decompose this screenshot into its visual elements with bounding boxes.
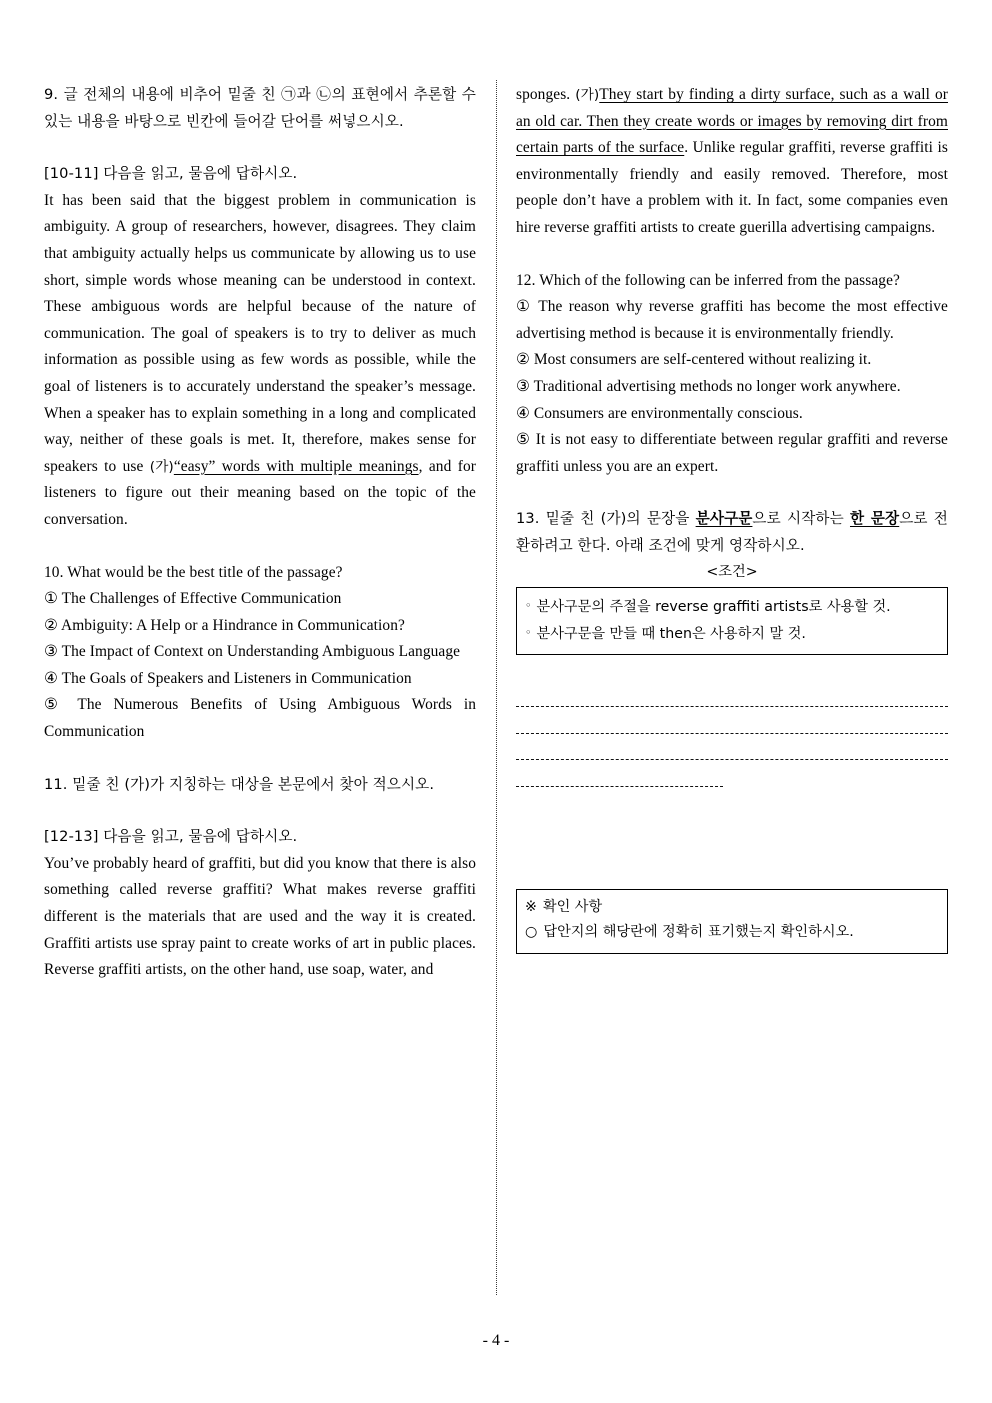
question-12-option-2[interactable]: ② Most consumers are self-centered without realizing it.	[516, 351, 872, 369]
question-12-option-4[interactable]: ④ Consumers are environmentally conscious.	[516, 404, 803, 422]
spacer	[44, 135, 476, 161]
question-12-option-5[interactable]: ⑤ It is not easy to differentiate between regular graffiti and reverse graffiti unless you are an expert.	[516, 431, 948, 475]
question-10-option-3[interactable]: ③ The Impact of Context on Understanding Ambiguous Language	[44, 643, 461, 661]
question-12-stem: 12. Which of the following can be inferred from the passage?	[516, 271, 900, 289]
question-10-stem: 10. What would be the best title of the passage?	[44, 563, 343, 581]
answer-line[interactable]	[516, 707, 948, 734]
answer-writing-area[interactable]	[516, 681, 948, 787]
spacer	[516, 787, 948, 889]
spacer	[516, 480, 948, 506]
right-column	[516, 82, 948, 954]
circle-mark-icon: ○	[525, 924, 538, 940]
condition-box	[516, 587, 948, 655]
page-number: - 4 -	[482, 1332, 510, 1349]
condition-label: <조건>	[706, 563, 758, 580]
confirmation-title-text: 확인 사항	[542, 898, 603, 915]
section-header-10-11: [10-11] 다음을 읽고, 물음에 답하시오.	[44, 165, 298, 183]
circle-bullet-icon: ◦	[525, 598, 532, 612]
circle-bullet-icon: ◦	[525, 626, 532, 639]
confirmation-item	[525, 920, 939, 946]
question-10-option-4[interactable]: ④ The Goals of Speakers and Listeners in Communication	[44, 669, 412, 687]
spacer	[44, 746, 476, 772]
question-13-mid: 으로 시작하는	[752, 510, 850, 528]
question-10-option-2[interactable]: ② Ambiguity: A Help or a Hindrance in Communication?	[44, 616, 405, 634]
spacer	[44, 534, 476, 560]
confirmation-title	[525, 895, 939, 921]
passage-1-text-part2: , and for listeners to figure out their meaning based on the topic of the conversation.	[44, 457, 476, 528]
passage-2-marker-ga: (가)	[575, 87, 600, 103]
passage-1-underlined-phrase: “easy” words with multiple meanings	[173, 457, 419, 475]
question-10-option-1[interactable]: ① The Challenges of Effective Communication	[44, 590, 342, 608]
question-9: 9. 글 전체의 내용에 비추어 밑줄 친 ㉠과 ㉡의 표현에서 추론할 수 있는 내용을 바탕으로 빈칸에 들어갈 단어를 써넣으시오.	[44, 86, 476, 130]
confirmation-item-text: 답안지의 해당란에 정확히 표기했는지 확인하시오.	[543, 924, 854, 940]
confirmation-box	[516, 889, 948, 954]
passage-1-text-part1: It has been said that the biggest problem in communication is ambiguity. A group of researchers, however, disagrees. They claim that ambiguity actually helps us communicate by allowing us to use short, simple words whose meaning can be understood in context. These ambiguous words are helpful because of the nature of communication. The goal of speakers is to try to deliver as much information as possible using as few words as possible, while the goal of listeners is to accurately understand the speaker’s message. When a speaker has to explain something in a long and complicated way, neither of these goals is met. It, therefore, makes sense for speakers to use	[44, 191, 476, 475]
question-10-option-5[interactable]: ⑤ The Numerous Benefits of Using Ambiguous Words in Communication	[44, 696, 476, 741]
question-13-keyword-onesentence: 한 문장	[849, 510, 900, 528]
question-11: 11. 밑줄 친 (가)가 지칭하는 대상을 본문에서 찾아 적으시오.	[44, 775, 435, 793]
question-12-option-3[interactable]: ③ Traditional advertising methods no longer work anywhere.	[516, 377, 901, 395]
question-13	[516, 506, 948, 559]
condition-item-1-text: 분사구문의 주절을 reverse graffiti artists로 사용할 것.	[536, 598, 891, 615]
passage-2-part1: You’ve probably heard of graffiti, but did you know that there is also something called reverse graffiti? What makes reverse graffiti different is the materials that are used and the way it is created. Graffiti artists use spray paint to create works of art in public places. Reverse graffiti artists, on the other hand, use soap, water, and	[44, 854, 476, 979]
passage-2-continued	[516, 82, 948, 242]
spacer	[44, 798, 476, 824]
reference-mark-icon: ※	[525, 898, 537, 915]
answer-line[interactable]	[516, 734, 948, 761]
two-column-layout	[44, 82, 948, 1292]
question-12-option-1[interactable]: ① The reason why reverse graffiti has become the most effective advertising method is because it is environmentally friendly.	[516, 298, 948, 342]
answer-line[interactable]	[516, 681, 948, 708]
passage-2-underlined-phrase: They start by finding a dirty surface, such as a wall or an old car. Then they create words or images by removing dirt from certain parts of the surface	[516, 86, 949, 157]
answer-line[interactable]	[516, 760, 723, 787]
condition-item-2	[525, 620, 939, 648]
passage-1	[44, 188, 476, 534]
section-header-12-13: [12-13] 다음을 읽고, 물음에 답하시오.	[44, 828, 298, 846]
condition-item-1	[525, 593, 939, 621]
question-13-suffix: 으로 전환하려고 한다. 아래 조건에 맞게 영작하시오.	[516, 510, 948, 554]
condition-item-2-text: 분사구문을 만들 때 then은 사용하지 말 것.	[536, 626, 806, 642]
passage-1-marker-ga: (가)	[149, 458, 174, 475]
passage-2-post-text: . Unlike regular graffiti, reverse graffiti is environmentally friendly and easily removed. Therefore, most people don’t have a problem with it. In fact, some companies even hire reverse graffiti artists to create guerilla advertising campaigns.	[516, 139, 948, 236]
passage-2-pre-text: sponges.	[516, 86, 576, 103]
question-13-prefix: 13. 밑줄 친 (가)의 문장을	[516, 510, 696, 528]
left-column	[44, 82, 476, 984]
spacer	[516, 242, 948, 268]
question-13-keyword-participle: 분사구문	[695, 510, 753, 528]
